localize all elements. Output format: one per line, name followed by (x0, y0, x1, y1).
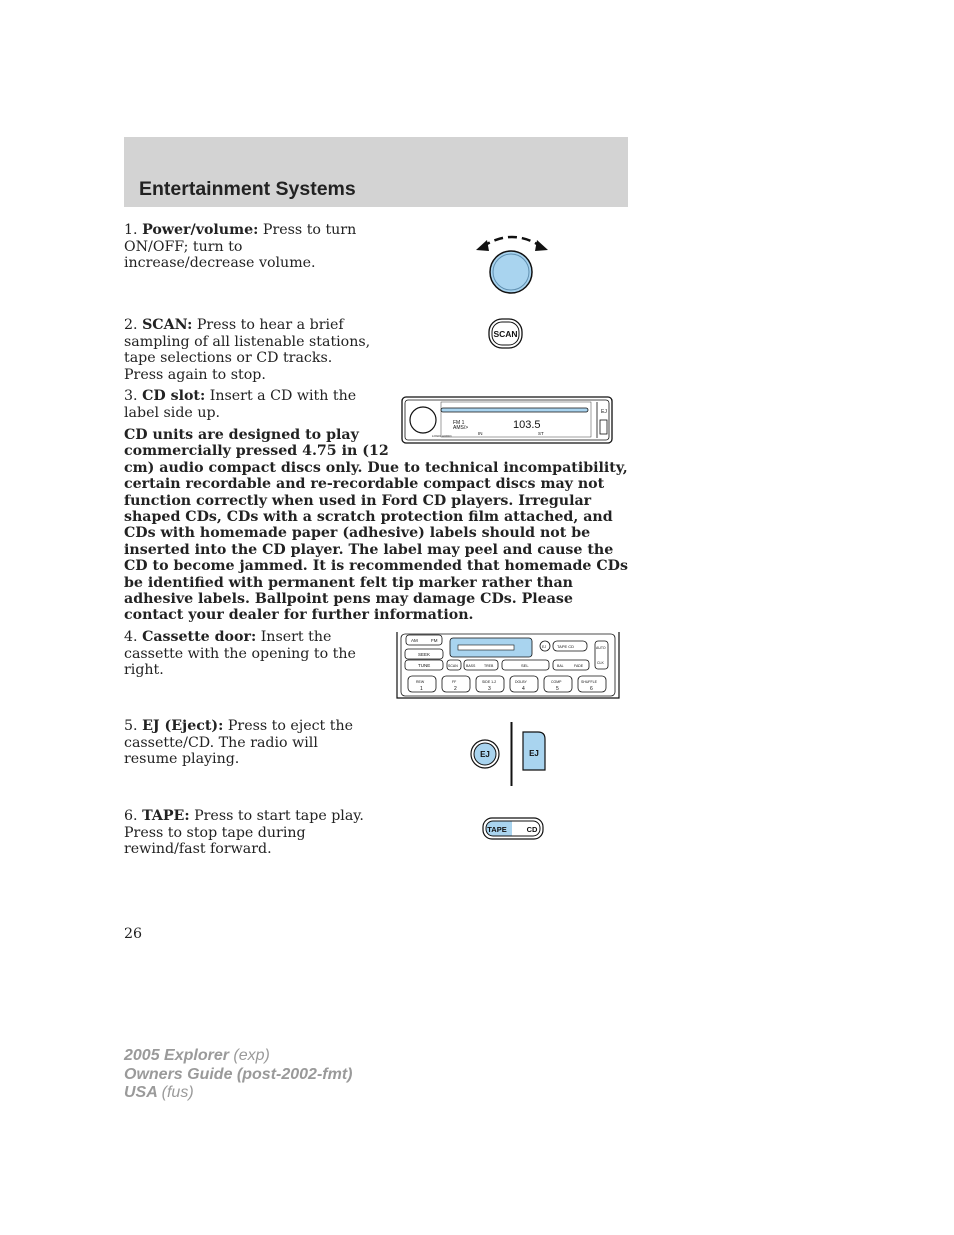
svg-text:BASS: BASS (466, 664, 476, 668)
svg-text:FM: FM (431, 638, 438, 643)
svg-text:COMP: COMP (551, 680, 562, 684)
svg-text:BAL: BAL (557, 664, 564, 668)
item-desc: Press to hear a brief sampling of all listenable stations, tape selections or CD tracks. Press again to stop. (124, 317, 371, 383)
svg-text:LOGIC AUDIO: LOGIC AUDIO (432, 434, 452, 438)
tape-cd-button-icon (482, 817, 544, 841)
svg-text:TAPE CD: TAPE CD (557, 644, 575, 649)
svg-text:TUNE: TUNE (418, 663, 431, 668)
eject-button-icon (466, 720, 550, 788)
section-header (124, 137, 628, 207)
svg-text:1: 1 (420, 686, 423, 692)
svg-text:SEL: SEL (521, 663, 529, 668)
item-term: Power/volume: (142, 222, 259, 238)
item-term: Cassette door: (142, 629, 257, 645)
svg-text:ST: ST (538, 431, 544, 436)
svg-text:103.5: 103.5 (513, 419, 541, 431)
svg-text:3: 3 (488, 686, 491, 692)
svg-text:4: 4 (522, 686, 525, 692)
section-title: Entertainment Systems (139, 178, 356, 200)
svg-text:SIDE 1-2: SIDE 1-2 (482, 680, 497, 684)
item-cassette-door: 4. Cassette door: Insert the cassette with the opening to the right. (124, 629, 356, 678)
svg-text:REW: REW (416, 680, 425, 684)
item-term: SCAN: (142, 317, 193, 333)
item-desc: Press to turn ON/OFF; turn to increase/decrease volume. (124, 222, 357, 271)
svg-text:FF: FF (452, 680, 457, 684)
svg-text:FADE: FADE (574, 664, 584, 668)
item-desc: Press to start tape play. Press to stop tape during rewind/fast forward. (124, 808, 364, 857)
svg-text:6: 6 (590, 686, 593, 692)
item-power-volume: 1. Power/volume: Press to turn ON/OFF; turn to increase/decrease volume. (124, 222, 357, 271)
svg-text:SEEK: SEEK (418, 652, 431, 657)
page-number: 26 (124, 926, 143, 942)
cd-warning: CD units are designed to play commercially pressed 4.75 in (12 cm) audio compact discs only. Due to technical incompatibility, certain recordable and re-recordable compact discs may not function correctly when used in Ford CD players. Irregular shaped CDs, CDs with a scratch protection film attached, and CDs with homemade paper (adhesive) labels should not be inserted into the CD player. The label may peel and cause the CD to become jammed. It is recommended that homemade CDs be identified with permanent felt tip marker rather than adhesive labels. Ballpoint pens may damage CDs. Please contact your dealer for further information. (124, 427, 628, 624)
document-footer: 2005 Explorer (exp) Owners Guide (post-2002-fmt) USA (fus) (124, 1047, 353, 1101)
svg-text:AUTO: AUTO (596, 646, 606, 650)
svg-text:EJ: EJ (529, 749, 539, 758)
svg-text:EJ: EJ (480, 750, 490, 759)
svg-text:SCAN: SCAN (448, 664, 458, 668)
scan-button-icon (487, 317, 525, 351)
item-desc: Insert a CD with the label side up. (124, 388, 357, 421)
item-term: CD slot: (142, 388, 206, 404)
svg-text:CLK: CLK (597, 661, 604, 665)
item-desc: Insert the cassette with the opening to the right. (124, 629, 356, 678)
svg-text:2: 2 (454, 686, 457, 692)
svg-text:EJ: EJ (542, 645, 547, 649)
svg-text:TREB: TREB (484, 664, 494, 668)
item-cd-slot: 3. CD slot: Insert a CD with the label side up. (124, 388, 357, 421)
cassette-player-icon (396, 632, 620, 700)
svg-text:AM: AM (411, 638, 418, 643)
svg-text:DOLBY: DOLBY (515, 680, 527, 684)
svg-text:CD: CD (526, 825, 538, 834)
item-tape: 6. TAPE: Press to start tape play. Press to stop tape during rewind/fast forward. (124, 808, 364, 857)
item-term: TAPE: (142, 808, 190, 824)
svg-text:SHUFFLE: SHUFFLE (581, 680, 597, 684)
svg-text:TAPE: TAPE (487, 825, 507, 834)
item-scan: 2. SCAN: Press to hear a brief sampling of all listenable stations, tape selections or CD tracks. Press again to stop. (124, 317, 371, 383)
svg-text:5: 5 (556, 686, 559, 692)
svg-text:IN: IN (478, 431, 483, 436)
svg-text:AMS/>: AMS/> (453, 425, 469, 431)
volume-knob-icon (470, 225, 554, 297)
svg-text:EJ: EJ (601, 409, 607, 415)
item-term: EJ (Eject): (142, 718, 224, 734)
item-eject: 5. EJ (Eject): Press to eject the cassette/CD. The radio will resume playing. (124, 718, 354, 767)
svg-text:SCAN: SCAN (493, 329, 518, 339)
item-desc: Press to eject the cassette/CD. The radio will resume playing. (124, 718, 354, 767)
svg-text:FM 1: FM 1 (453, 420, 465, 426)
